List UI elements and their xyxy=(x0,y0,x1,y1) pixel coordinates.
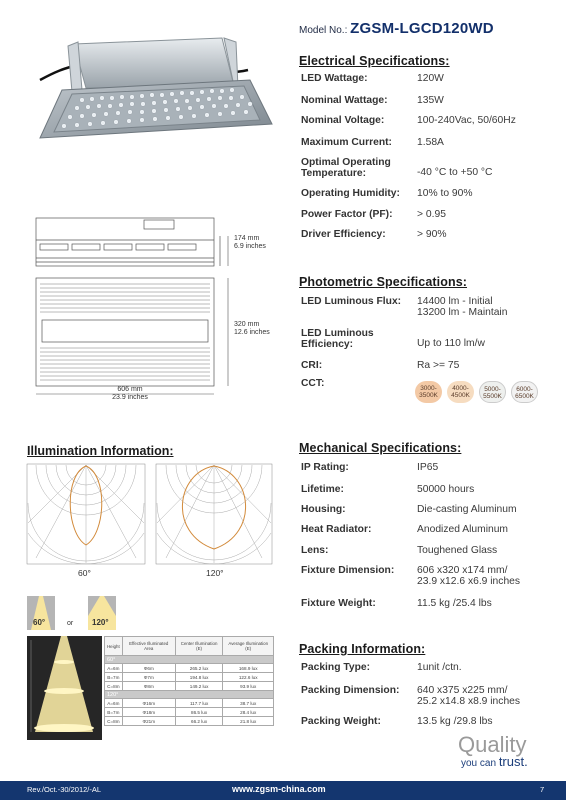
beam-60-label: 60° xyxy=(33,618,46,627)
model-prefix: Model No.: xyxy=(299,25,348,36)
table-cell: 117.7 lux xyxy=(175,699,223,708)
or-label: or xyxy=(67,620,74,627)
illumination-table xyxy=(104,636,274,726)
height-dimension xyxy=(234,235,266,251)
band-60: 60° xyxy=(105,656,274,664)
table-cell: 86.5 lux xyxy=(175,708,223,717)
table-cell: Φ7m xyxy=(122,673,175,682)
table-cell: 93.9 lux xyxy=(223,682,274,691)
quality-tag-2: trust. xyxy=(498,754,528,769)
table-row xyxy=(105,682,274,691)
cct-swatch-5000: 5000- 5500K xyxy=(479,381,506,403)
mechanical-title: Mechanical Specifications: xyxy=(299,441,462,455)
table-cell: 66.2 lux xyxy=(175,717,223,726)
polar-label-120: 120° xyxy=(206,568,224,578)
col-average: Average Illumination (E) xyxy=(223,637,274,656)
table-cell: 194.8 lux xyxy=(175,673,223,682)
table-row xyxy=(105,673,274,682)
model-number xyxy=(299,20,494,37)
depth-mm: 320 mm xyxy=(234,321,260,328)
col-area: Effective Illuminated Area xyxy=(122,637,175,656)
product-photo xyxy=(22,28,287,153)
table-cell: B=7m xyxy=(105,673,123,682)
footer-bar xyxy=(0,781,566,800)
table-cell: 168.9 lux xyxy=(223,664,274,673)
depth-dimension xyxy=(234,321,270,337)
depth-inches: 12.6 inches xyxy=(234,329,270,336)
table-cell: C=8m xyxy=(105,682,123,691)
model-code: ZGSM-LGCD120WD xyxy=(350,20,494,37)
table-cell: Φ18m xyxy=(122,708,175,717)
table-cell: 21.8 lux xyxy=(223,717,274,726)
table-cell: 28.4 lux xyxy=(223,708,274,717)
quality-tag-1: you can xyxy=(461,758,497,769)
table-cell: Φ16m xyxy=(122,699,175,708)
table-cell: A=6m xyxy=(105,699,123,708)
table-row xyxy=(105,708,274,717)
quality-logo xyxy=(458,734,554,770)
table-cell: B=7m xyxy=(105,708,123,717)
packing-title: Packing Information: xyxy=(299,642,426,656)
footer-revision: Rev./Oct.-30/2012/-AL xyxy=(27,785,102,794)
table-cell: 265.2 lux xyxy=(175,664,223,673)
electrical-title: Electrical Specifications: xyxy=(299,54,450,68)
illumination-title: Illumination Information: xyxy=(27,444,174,458)
table-row xyxy=(105,717,274,726)
polar-label-60: 60° xyxy=(78,568,91,578)
col-center: Center Illumination (E) xyxy=(175,637,223,656)
polar-diagram-60 xyxy=(27,464,145,564)
band-120: 120° xyxy=(105,691,274,699)
width-inches: 23.9 inches xyxy=(112,394,148,401)
footer-url[interactable]: www.zgsm-china.com xyxy=(232,784,326,794)
cct-swatch-6000: 6000- 6500K xyxy=(511,381,538,403)
table-cell: 149.2 lux xyxy=(175,682,223,691)
polar-diagrams xyxy=(26,463,274,567)
col-height: Height xyxy=(105,637,123,656)
table-row xyxy=(105,664,274,673)
table-cell: Φ6m xyxy=(122,664,175,673)
height-mm: 174 mm xyxy=(234,235,260,242)
beam-120-label: 120° xyxy=(92,618,109,627)
table-cell: Φ8m xyxy=(122,682,175,691)
width-dimension xyxy=(100,386,160,402)
table-cell: 38.7 lux xyxy=(223,699,274,708)
quality-word: Quality xyxy=(458,732,527,757)
height-inches: 6.9 inches xyxy=(234,243,266,250)
cct-swatch-3000: 3000- 3500K xyxy=(415,381,442,403)
footer-page-number: 7 xyxy=(540,785,545,794)
table-cell: A=6m xyxy=(105,664,123,673)
light-cone-illustration xyxy=(27,636,102,740)
photometric-title: Photometric Specifications: xyxy=(299,275,468,289)
polar-diagram-120 xyxy=(156,464,272,564)
table-cell: C=8m xyxy=(105,717,123,726)
table-cell: Φ21m xyxy=(122,717,175,726)
width-mm: 606 mm xyxy=(117,386,143,393)
cct-swatch-4000: 4000- 4500K xyxy=(447,381,474,403)
table-cell: 122.6 lux xyxy=(223,673,274,682)
table-row xyxy=(105,699,274,708)
